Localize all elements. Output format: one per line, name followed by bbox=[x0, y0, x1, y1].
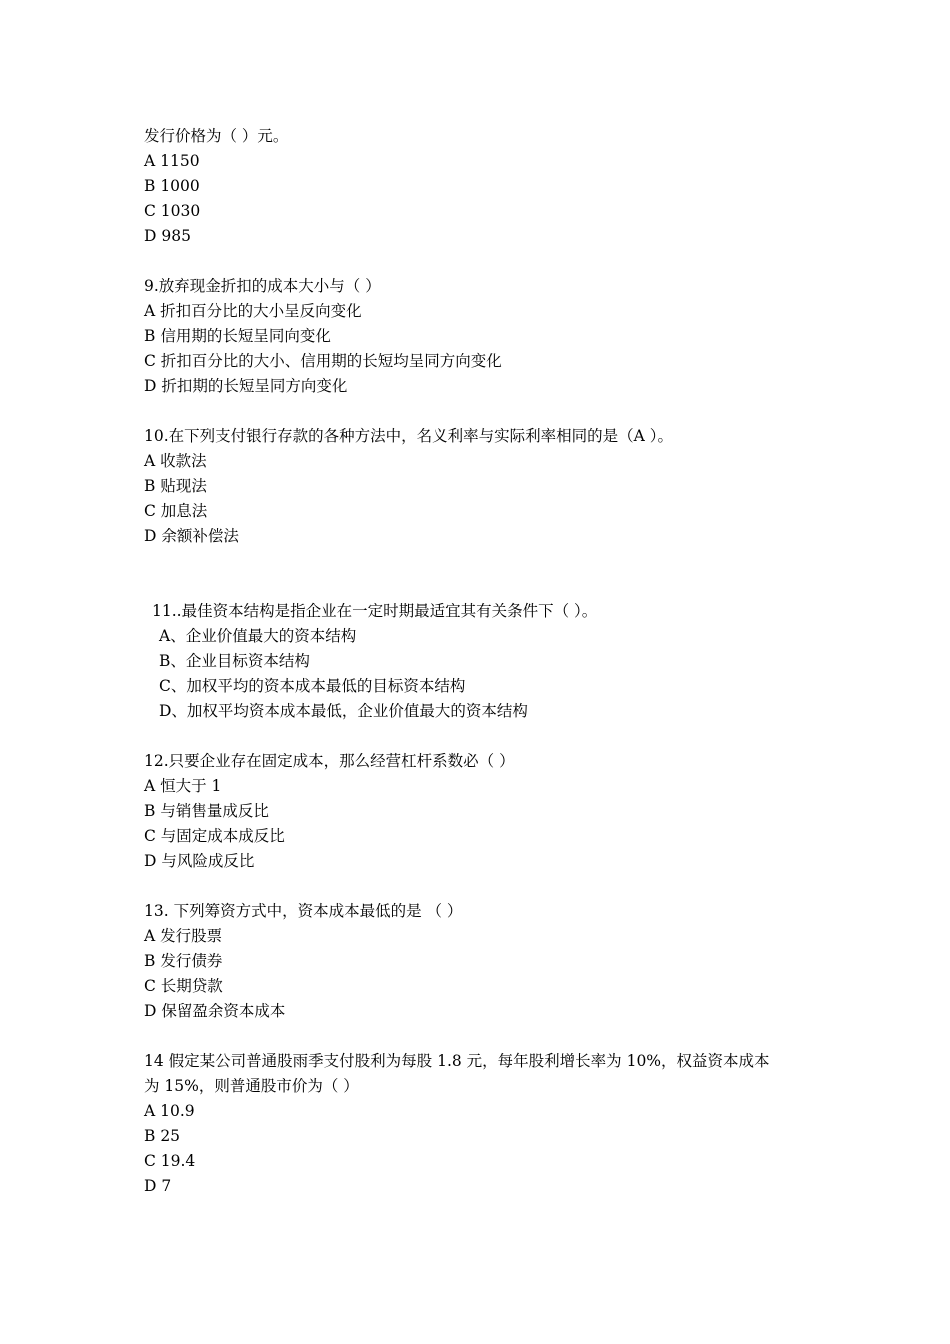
option-a: A 1150 bbox=[144, 152, 200, 170]
option-d: D、加权平均资本成本最低，企业价值最大的资本结构 bbox=[159, 702, 528, 720]
option-b: B 与销售量成反比 bbox=[144, 802, 269, 820]
spacer bbox=[144, 1024, 824, 1049]
option-d: D 7 bbox=[144, 1177, 172, 1195]
question-10-block bbox=[144, 424, 824, 549]
option-d: D 985 bbox=[144, 227, 191, 245]
spacer bbox=[144, 549, 824, 599]
question-text: 11..最佳资本结构是指企业在一定时期最适宜其有关条件下（ ）。 bbox=[152, 602, 598, 620]
option-a: A 恒大于 1 bbox=[144, 777, 222, 795]
option-a: A 发行股票 bbox=[144, 927, 223, 945]
option-c: C 折扣百分比的大小、信用期的长短均呈同方向变化 bbox=[144, 352, 502, 370]
option-c: C 1030 bbox=[144, 202, 201, 220]
option-c: C 19.4 bbox=[144, 1152, 196, 1170]
question-text: 10.在下列支付银行存款的各种方法中，名义利率与实际利率相同的是（A ）。 bbox=[144, 427, 674, 445]
spacer bbox=[144, 249, 824, 274]
option-c: C 加息法 bbox=[144, 502, 208, 520]
question-text: 12.只要企业存在固定成本，那么经营杠杆系数必（ ） bbox=[144, 752, 515, 770]
question-14-block bbox=[144, 1049, 824, 1199]
option-b: B 1000 bbox=[144, 177, 200, 195]
question-11-block bbox=[144, 599, 824, 724]
question-9-block bbox=[144, 274, 824, 399]
option-d: D 与风险成反比 bbox=[144, 852, 255, 870]
option-d: D 余额补偿法 bbox=[144, 527, 239, 545]
option-b: B 25 bbox=[144, 1127, 181, 1145]
question-12-block bbox=[144, 749, 824, 874]
spacer bbox=[144, 874, 824, 899]
spacer bbox=[144, 724, 824, 749]
document-page bbox=[144, 124, 824, 1199]
option-a: A 收款法 bbox=[144, 452, 207, 470]
option-a: A 折扣百分比的大小呈反向变化 bbox=[144, 302, 362, 320]
option-c: C、加权平均的资本成本最低的目标资本结构 bbox=[159, 677, 466, 695]
spacer bbox=[144, 399, 824, 424]
option-b: B 贴现法 bbox=[144, 477, 207, 495]
question-text-line-1: 14 假定某公司普通股雨季支付股利为每股 1.8 元，每年股利增长率为 10%，权益资本成本 bbox=[144, 1052, 770, 1070]
question-text-line-2: 为 15%，则普通股市价为（ ） bbox=[144, 1077, 359, 1095]
question-13-block bbox=[144, 899, 824, 1024]
question-text: 13. 下列筹资方式中，资本成本最低的是 （ ） bbox=[144, 902, 463, 920]
option-c: C 长期贷款 bbox=[144, 977, 223, 995]
option-b: B 发行债券 bbox=[144, 952, 223, 970]
question-text: 发行价格为（ ）元。 bbox=[144, 127, 289, 145]
option-b: B、企业目标资本结构 bbox=[159, 652, 310, 670]
option-d: D 保留盈余资本成本 bbox=[144, 1002, 286, 1020]
question-8-block bbox=[144, 124, 824, 249]
question-text: 9.放弃现金折扣的成本大小与（ ） bbox=[144, 277, 381, 295]
option-a: A 10.9 bbox=[144, 1102, 195, 1120]
option-d: D 折扣期的长短呈同方向变化 bbox=[144, 377, 348, 395]
option-c: C 与固定成本成反比 bbox=[144, 827, 285, 845]
option-b: B 信用期的长短呈同向变化 bbox=[144, 327, 331, 345]
option-a: A、企业价值最大的资本结构 bbox=[159, 627, 357, 645]
